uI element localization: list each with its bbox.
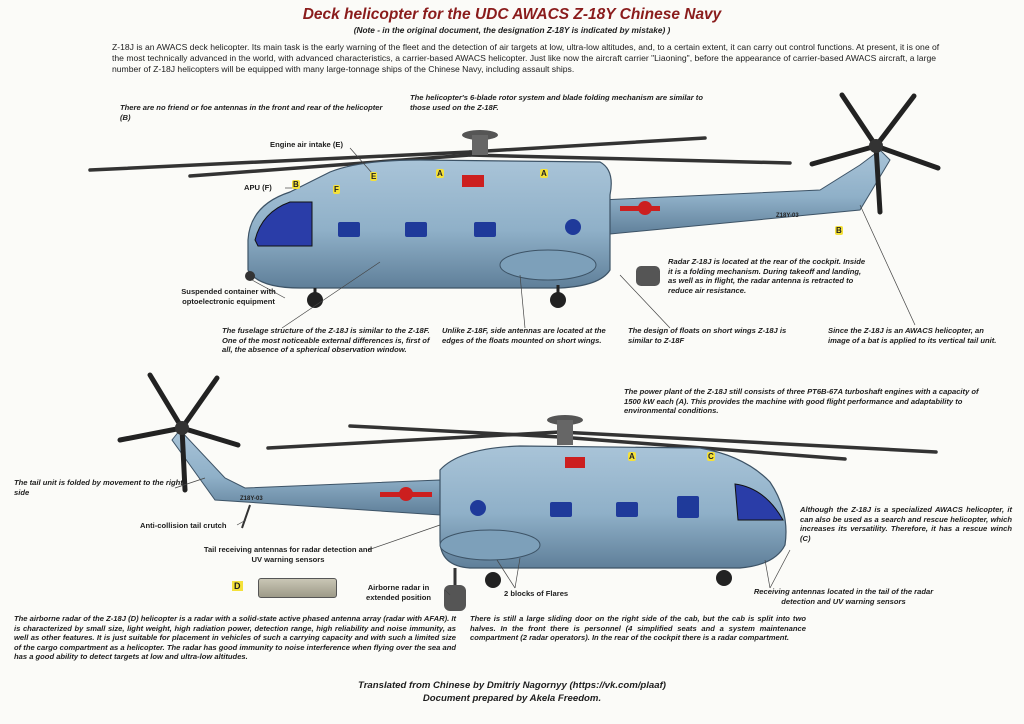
caption-tail-folded: The tail unit is folded by movement to the right side [14, 478, 183, 497]
footer-translator: Translated from Chinese by Dmitriy Nagornyy (https://vk.com/plaaf) [358, 680, 666, 691]
marker-a: A [629, 452, 635, 461]
bottom-wheel [716, 570, 732, 586]
caption-receiving-antennas: Receiving antennas located in the tail of the radar detection and UV warning sensors [753, 587, 934, 606]
marker-b: B [836, 226, 842, 235]
marker-c: C [708, 452, 714, 461]
caption-flares: 2 blocks of Flares [504, 589, 569, 598]
caption-no-iff: There are no friend or foe antennas in the front and rear of the helicopter (B) [120, 103, 383, 122]
footer-prepared-by: Document prepared by Akela Freedom. [422, 693, 602, 704]
caption-tail-crutch: Anti-collision tail crutch [140, 521, 227, 530]
top-window [338, 222, 360, 237]
caption-apu: APU (F) [244, 183, 272, 192]
caption-airborne-radar-extended: Airborne radar in extended position [366, 583, 431, 602]
page-title: Deck helicopter for the UDC AWACS Z-18Y Chinese Navy [302, 6, 722, 23]
bottom-radar-extended [444, 585, 466, 611]
caption-power-plant: The power plant of the Z-18J still consists of three PT6B-67A turboshaft engines with a capacity of 1500 kW each (A). This provides the machine with good flight performance and adaptability to environmental conditions. [624, 387, 979, 416]
marker-a: A [437, 169, 443, 178]
bottom-float [440, 530, 540, 560]
caption-engine-intake: Engine air intake (E) [270, 140, 344, 149]
radar-container-illustration [258, 578, 337, 598]
caption-tail-antennas: Tail receiving antennas for radar detection and UV warning sensors [203, 545, 373, 564]
marker-f: F [334, 185, 339, 194]
bottom-round-window [470, 500, 486, 516]
top-radar-container [636, 266, 660, 286]
top-round-window [565, 219, 581, 235]
intro-paragraph: Z-18J is an AWACS deck helicopter. Its main task is the early warning of the fleet and the detection of air targets at low, ultra-low altitudes, and, to a certain extent, it can carry out control functions. At present, it is one of the most technically advanced in the world, with advanced characteristics, a carrier-based AWACS helicopter. Just like now the aircraft carrier "Liaoning", before the appearance of carrier-based AWACS aircraft, a large number of Z-18J helicopters will be equipped with many large-tonnage ships of the Chinese Navy, including assault ships. [112, 42, 940, 75]
bottom-window [550, 502, 572, 517]
bottom-wheel [485, 572, 501, 588]
caption-radar-description: The airborne radar of the Z-18J (D) helicopter is a radar with a solid-state active phased antenna array (radar with AFAR). It is characterized by small size, light weight, high radiation power, detection range, high reliability and noise immunity, as well as other features. It is just suitable for placement in vehicles of such a carrying capacity and with such a limited size of the cargo compartment as a helicopter. The radar has good immunity to noise interference when flying over the sea and has a good ability to detect targets at low and ultra-low altitudes. [14, 614, 456, 662]
top-window [474, 222, 496, 237]
caption-bat: Since the Z-18J is an AWACS helicopter, an image of a bat is applied to its vertical tail unit. [828, 326, 997, 345]
top-wheel [550, 292, 566, 308]
caption-container: Suspended container with optoelectronic equipment [181, 287, 276, 306]
caption-radar-rear: Radar Z-18J is located at the rear of the cockpit. Inside it is a folding mechanism. During takeoff and landing, as well as in flight, the radar antenna is retracted to reduce air resistance. [668, 257, 866, 295]
top-float [500, 250, 596, 280]
caption-side-antennas: Unlike Z-18F, side antennas are located at the edges of the floats mounted on short wings. [442, 326, 606, 345]
marker-e: E [371, 172, 377, 181]
caption-sliding-door: There is still a large sliding door on the right side of the cab, but the cab is split into two halves. In the front there is personnel (4 simplified seats and a system maintenance compartment (2 radar operators). In the rear of the cockpit there is a radar compartment. [470, 614, 806, 643]
bottom-window [616, 502, 638, 517]
top-star-insignia [638, 201, 652, 215]
caption-floats: The design of floats on short wings Z-18J is similar to Z-18F [628, 326, 787, 345]
top-flag [462, 175, 484, 187]
bottom-tail-boom [172, 430, 440, 515]
caption-search-rescue: Although the Z-18J is a specialized AWACS helicopter, it can also be used as a search and rescue helicopter, which increases its versatility. Therefore, it has a rescue winch (C) [800, 505, 1012, 543]
bottom-serial: Z18Y-03 [240, 496, 263, 502]
marker-d: D [234, 581, 241, 591]
caption-fuselage: The fuselage structure of the Z-18J is similar to the Z-18F. One of the most noticeable external differences is, first of all, the absence of a spherical observation window. [222, 326, 430, 355]
marker-a: A [541, 169, 547, 178]
bottom-star-insignia [399, 487, 413, 501]
top-serial: Z18Y-03 [776, 213, 799, 219]
marker-b: B [293, 180, 299, 189]
bottom-flag [565, 457, 585, 468]
top-optoelectronic-container [245, 271, 255, 281]
bottom-tail-crutch [242, 505, 250, 528]
caption-rotor: The helicopter's 6-blade rotor system and blade folding mechanism are similar to those used on the Z-18F. [410, 93, 703, 112]
page-subtitle: (Note - in the original document, the designation Z-18Y is indicated by mistake) ) [353, 25, 671, 35]
top-window [405, 222, 427, 237]
bottom-door-window [677, 496, 699, 518]
